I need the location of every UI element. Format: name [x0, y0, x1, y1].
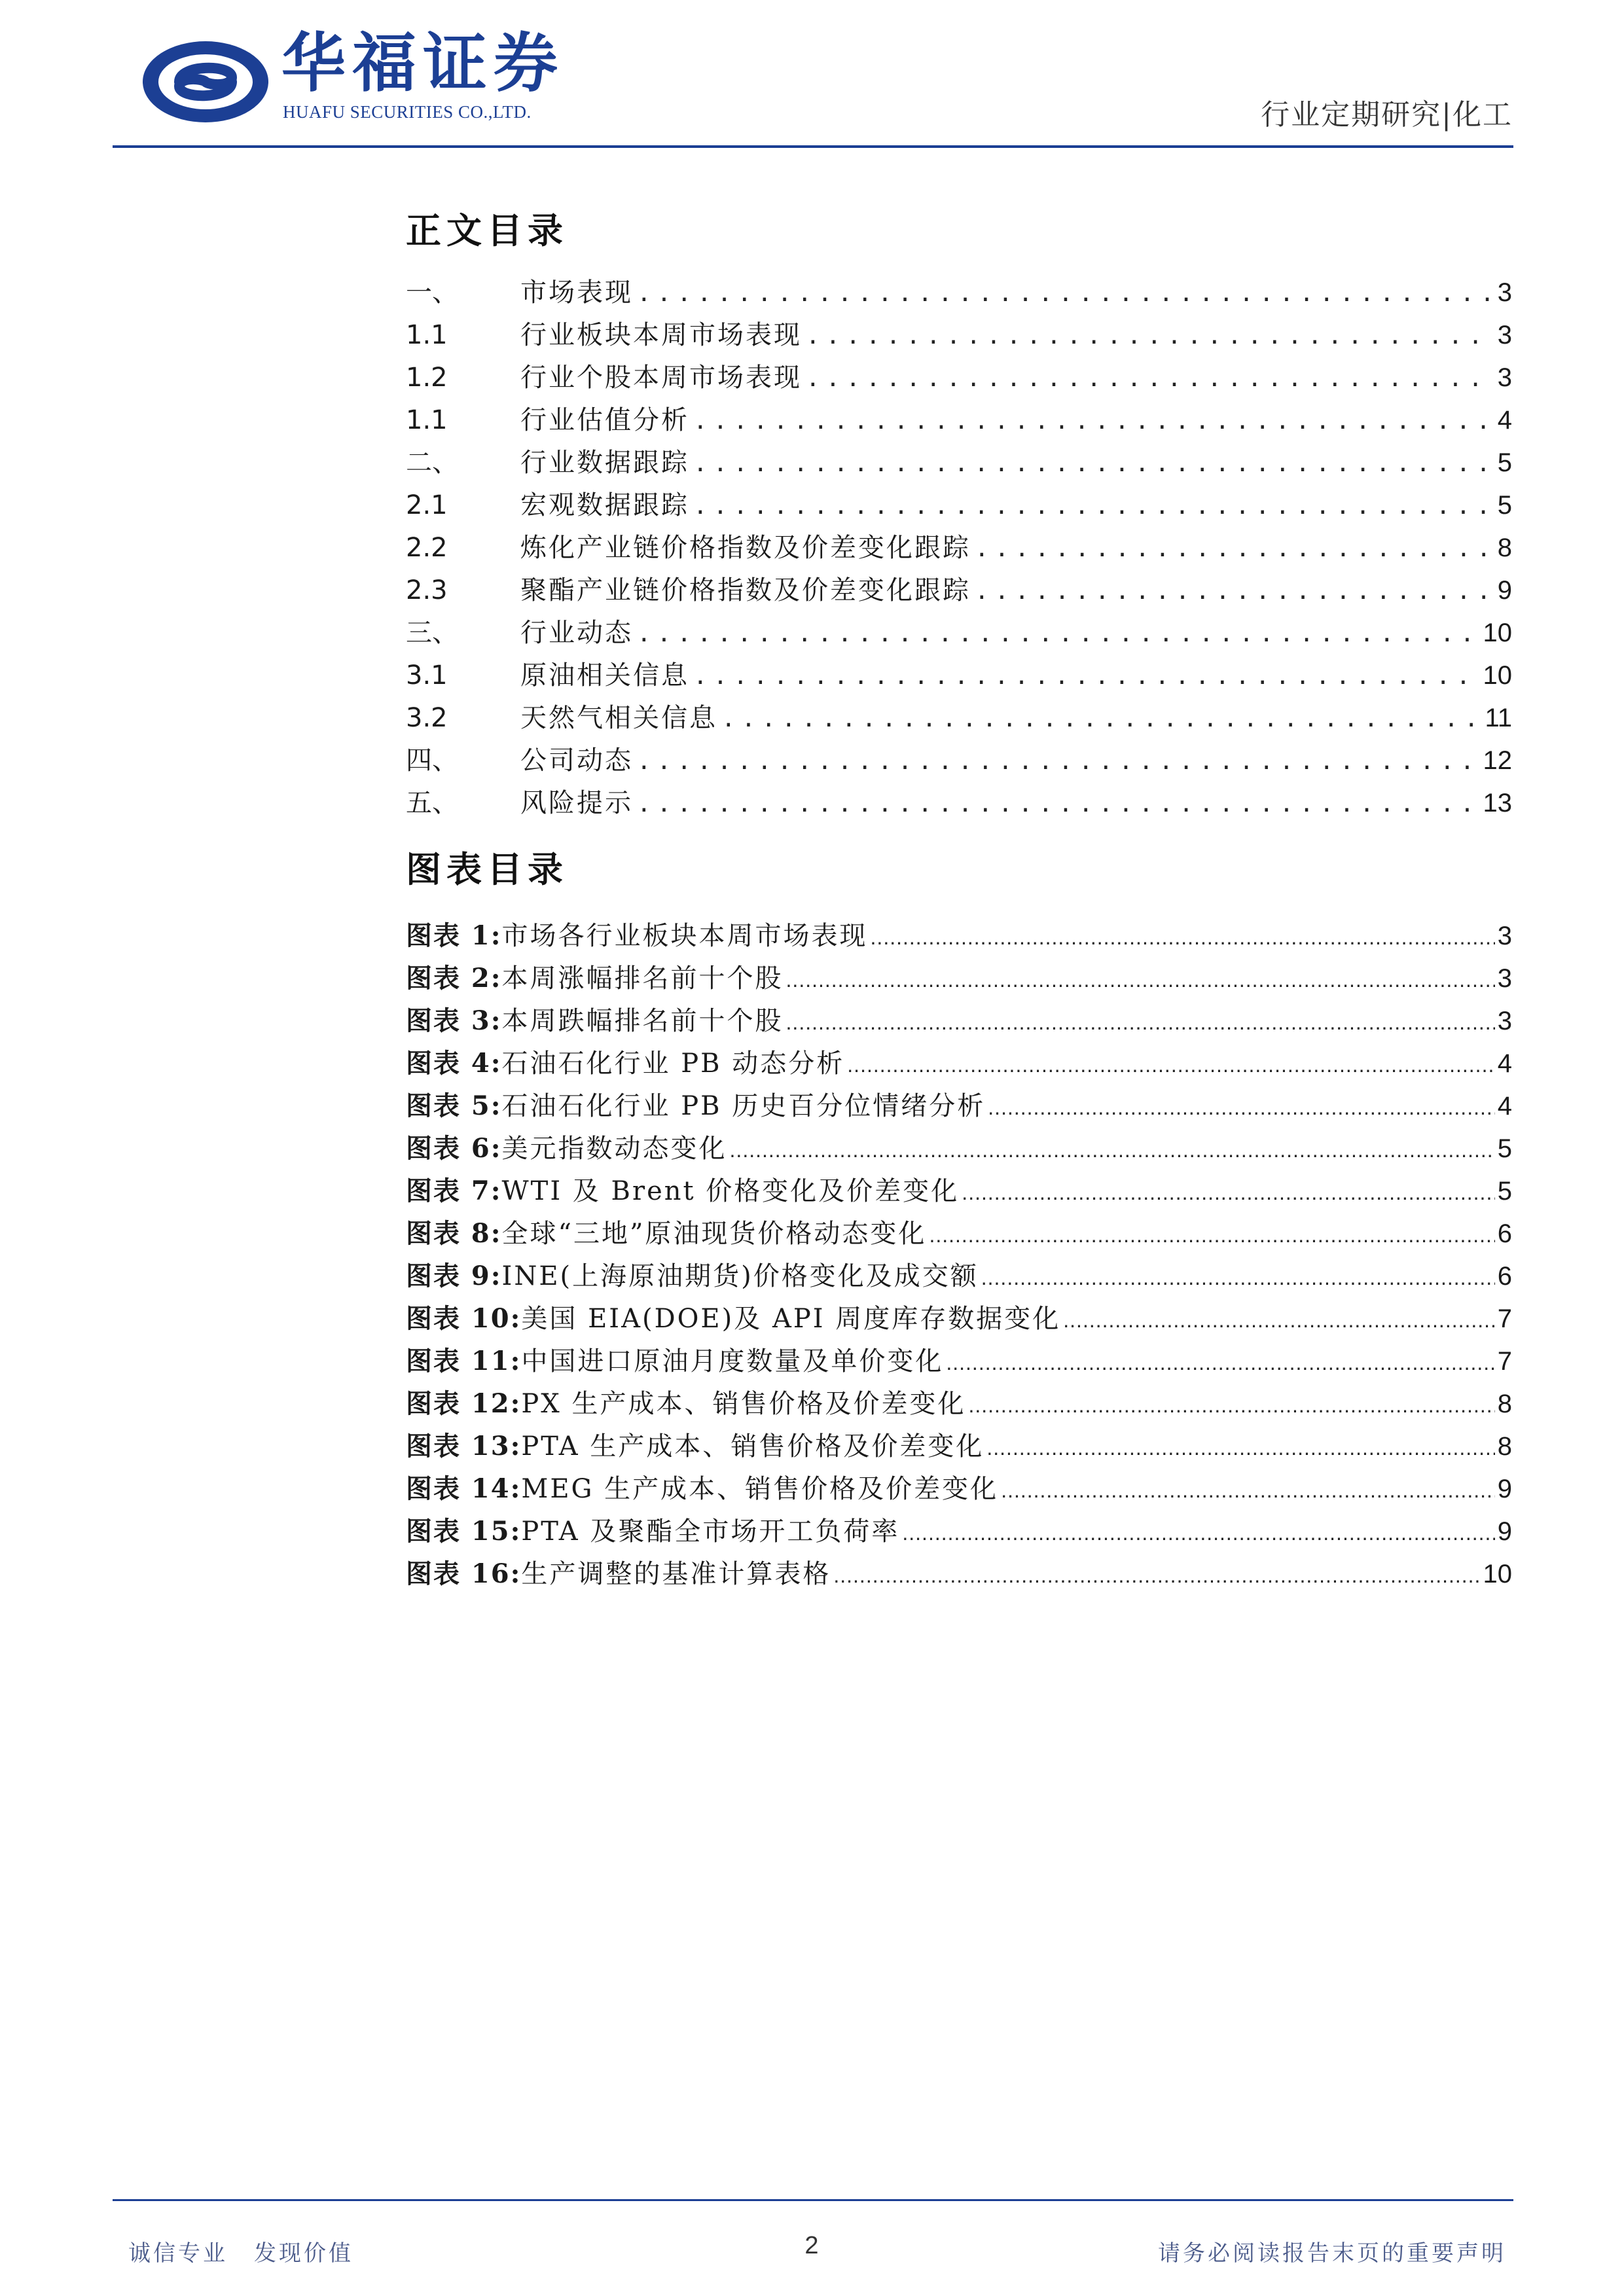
figure-entry-title: 石油石化行业 PB 动态分析	[501, 1048, 845, 1079]
toc-entry-page: 10	[1483, 618, 1512, 647]
dot-leader	[693, 655, 1479, 698]
toc-entry-page: 3	[1497, 363, 1512, 392]
toc-entry-number: 五、	[406, 787, 458, 818]
figure-entry[interactable]	[406, 1042, 1512, 1085]
figure-entry-label: 图表 15:	[406, 1515, 522, 1547]
figure-entry-title: PX 生产成本、销售价格及价差变化	[521, 1388, 966, 1419]
toc-entry-number: 四、	[406, 745, 458, 776]
figure-entry-label: 图表 9:	[406, 1260, 502, 1291]
toc-entry-number: 二、	[406, 447, 458, 478]
toc-entry-title: 行业个股本周市场表现	[520, 362, 802, 393]
toc-entry-number: 1.1	[406, 319, 448, 350]
toc-entry-number: 三、	[406, 617, 458, 648]
figure-entry-title: PTA 及聚酯全市场开工负荷率	[521, 1516, 900, 1547]
toc-entry-title: 风险提示	[520, 787, 633, 818]
dot-leader	[693, 485, 1494, 528]
figure-entry-label: 图表 2:	[406, 962, 502, 994]
toc-entry[interactable]	[406, 697, 1512, 740]
footer-slogan	[128, 2235, 353, 2267]
toc-entry-page: 10	[1483, 660, 1512, 690]
toc-entry-number: 2.1	[406, 490, 448, 520]
dot-leader	[981, 1257, 1495, 1299]
dot-leader	[637, 740, 1479, 783]
figure-entry-title: 全球“三地”原油现货价格动态变化	[501, 1218, 927, 1249]
figure-entry-page: 5	[1497, 1134, 1512, 1163]
figure-entry-title: 中国进口原油月度数量及单价变化	[521, 1346, 944, 1376]
toc-entry-title: 公司动态	[520, 745, 633, 776]
toc-entry-title: 行业动态	[520, 617, 633, 648]
dot-leader	[833, 1554, 1480, 1597]
toc-entry-title: 聚酯产业链价格指数及价差变化跟踪	[520, 575, 971, 605]
brand-name-cn: 华福证券	[281, 26, 565, 101]
figure-entry-label: 图表 12:	[406, 1388, 522, 1419]
figure-entry-page: 7	[1497, 1346, 1512, 1376]
figure-entry-page: 7	[1497, 1304, 1512, 1333]
figure-entry[interactable]	[406, 957, 1512, 999]
figure-entry-page: 3	[1497, 1006, 1512, 1035]
dot-leader	[946, 1342, 1494, 1384]
dot-leader	[871, 916, 1495, 959]
toc-entry[interactable]	[406, 314, 1512, 357]
toc-entry-page: 3	[1497, 320, 1512, 350]
figure-entry[interactable]	[406, 1510, 1512, 1552]
toc-entry-page: 4	[1497, 405, 1512, 435]
toc-title: 正文目录	[406, 209, 568, 251]
figure-entry-page: 9	[1497, 1516, 1512, 1546]
figure-entry-label: 图表 11:	[406, 1345, 522, 1376]
figure-entry[interactable]	[406, 1127, 1512, 1170]
toc-content	[406, 209, 1512, 1595]
toc-entry-number: 3.2	[406, 702, 448, 733]
figure-entry-page: 4	[1497, 1049, 1512, 1078]
figure-entry[interactable]	[406, 1340, 1512, 1382]
figure-entry-title: 本周跌幅排名前十个股	[501, 1005, 784, 1036]
toc-entry-title: 宏观数据跟踪	[520, 490, 689, 520]
figure-entry-page: 5	[1497, 1176, 1512, 1206]
figure-entry-page: 9	[1497, 1474, 1512, 1503]
figure-entry-label: 图表 16:	[406, 1558, 522, 1589]
figure-entry-page: 6	[1497, 1219, 1512, 1248]
toc-entry-number: 2.2	[406, 532, 448, 563]
toc-entry-number: 一、	[406, 277, 458, 308]
toc-entry-number: 1.1	[406, 404, 448, 435]
page-header	[0, 0, 1624, 157]
toc-entry[interactable]	[406, 272, 1512, 314]
figure-entry[interactable]	[406, 999, 1512, 1042]
dot-leader	[637, 613, 1479, 655]
figure-entry-title: WTI 及 Brent 价格变化及价差变化	[501, 1175, 960, 1206]
toc-entry-page: 9	[1497, 575, 1512, 605]
toc-entry-page: 8	[1497, 533, 1512, 562]
toc-entry-page: 3	[1497, 278, 1512, 307]
dot-leader	[637, 272, 1494, 315]
figure-entry-page: 10	[1483, 1559, 1512, 1588]
figure-entry-title: 石油石化行业 PB 历史百分位情绪分析	[501, 1090, 986, 1121]
dot-leader	[847, 1044, 1494, 1086]
header-divider	[113, 145, 1513, 148]
figure-entry[interactable]	[406, 914, 1512, 957]
figure-entry-title: 美元指数动态变化	[501, 1133, 727, 1164]
toc-entry[interactable]	[406, 484, 1512, 527]
brand-name-en: HUAFU SECURITIES CO.,LTD.	[283, 102, 532, 122]
dot-leader	[986, 1427, 1494, 1469]
toc-entry-number: 3.1	[406, 660, 448, 691]
dot-leader	[721, 698, 1481, 740]
figure-entry-label: 图表 5:	[406, 1090, 502, 1121]
figure-entry-title: 美国 EIA(DOE)及 API 周度库存数据变化	[521, 1303, 1061, 1334]
toc-entry[interactable]	[406, 399, 1512, 442]
toc-entry-title: 行业数据跟踪	[520, 447, 689, 478]
figure-entry-page: 4	[1497, 1091, 1512, 1121]
dot-leader	[693, 442, 1494, 485]
figure-entry-label: 图表 13:	[406, 1430, 522, 1462]
dot-leader	[968, 1384, 1494, 1427]
figure-entry-label: 图表 4:	[406, 1047, 502, 1079]
dot-leader	[929, 1214, 1494, 1257]
figure-entry[interactable]	[406, 1170, 1512, 1212]
dot-leader	[693, 400, 1494, 442]
toc-entry[interactable]	[406, 655, 1512, 697]
toc-entry[interactable]	[406, 442, 1512, 484]
toc-entry-page: 5	[1497, 490, 1512, 520]
figure-entry[interactable]	[406, 1382, 1512, 1425]
figure-entry-label: 图表 8:	[406, 1217, 502, 1249]
figure-entry[interactable]	[406, 1255, 1512, 1297]
toc-entry-page: 5	[1497, 448, 1512, 477]
toc-entry-title: 行业板块本周市场表现	[520, 319, 802, 350]
toc-entry[interactable]	[406, 357, 1512, 399]
figure-entry[interactable]	[406, 1552, 1512, 1595]
toc-entry-title: 行业估值分析	[520, 404, 689, 435]
figure-entry[interactable]	[406, 1467, 1512, 1510]
figure-entry-label: 图表 10:	[406, 1302, 522, 1334]
figure-entry-page: 8	[1497, 1431, 1512, 1461]
figure-entry[interactable]	[406, 1085, 1512, 1127]
toc-entry[interactable]	[406, 740, 1512, 782]
dot-leader	[806, 357, 1494, 400]
figures-title: 图表目录	[406, 848, 568, 890]
figure-entry[interactable]	[406, 1425, 1512, 1467]
figure-entry-title: 生产调整的基准计算表格	[521, 1558, 831, 1589]
dot-leader	[786, 1001, 1495, 1044]
footer-slogan-1: 诚信专业	[128, 2240, 228, 2267]
figure-entry-label: 图表 7:	[406, 1175, 502, 1206]
toc-entry-title: 天然气相关信息	[520, 702, 717, 733]
toc-entry-page: 11	[1485, 703, 1512, 732]
dot-leader	[988, 1086, 1494, 1129]
page-number: 2	[804, 2232, 819, 2259]
footer-disclaimer: 请务必阅读报告末页的重要声明	[1158, 2240, 1506, 2267]
toc-entry-title: 市场表现	[520, 277, 633, 308]
figure-entry-title: MEG 生产成本、销售价格及价差变化	[521, 1473, 999, 1504]
dot-leader	[637, 783, 1479, 825]
figure-entry-page: 6	[1497, 1261, 1512, 1291]
dot-leader	[902, 1512, 1494, 1554]
toc-entry-number: 1.2	[406, 362, 448, 393]
toc-entry-title: 原油相关信息	[520, 660, 689, 691]
figure-entry[interactable]	[406, 1297, 1512, 1340]
dot-leader	[1001, 1469, 1495, 1512]
toc-list	[406, 272, 1512, 825]
toc-entry-title: 炼化产业链价格指数及价差变化跟踪	[520, 532, 971, 563]
figure-entry-label: 图表 3:	[406, 1005, 502, 1036]
dot-leader	[806, 315, 1494, 357]
toc-entry[interactable]	[406, 569, 1512, 612]
toc-entry-page: 12	[1483, 745, 1512, 775]
footer-divider	[113, 2199, 1513, 2201]
figure-entry-title: 市场各行业板块本周市场表现	[501, 920, 868, 951]
figure-entry-page: 3	[1497, 921, 1512, 950]
toc-entry[interactable]	[406, 782, 1512, 825]
figure-entry-page: 3	[1497, 963, 1512, 993]
dot-leader	[786, 959, 1495, 1001]
figure-entry-title: 本周涨幅排名前十个股	[501, 963, 784, 994]
figure-entry-page: 8	[1497, 1389, 1512, 1418]
figure-entry-title: INE(上海原油期货)价格变化及成交额	[501, 1261, 979, 1291]
report-type: 行业定期研究|化工	[1261, 98, 1513, 132]
toc-entry-number: 2.3	[406, 575, 448, 605]
figure-entry-title: PTA 生产成本、销售价格及价差变化	[521, 1431, 984, 1462]
toc-entry[interactable]	[406, 527, 1512, 569]
dot-leader	[975, 528, 1494, 570]
figure-entry-label: 图表 14:	[406, 1473, 522, 1504]
dot-leader	[962, 1172, 1494, 1214]
dot-leader	[975, 570, 1494, 613]
toc-entry-page: 13	[1483, 788, 1512, 817]
footer-slogan-2: 发现价值	[254, 2240, 353, 2267]
dot-leader	[730, 1129, 1495, 1172]
figure-entry-label: 图表 6:	[406, 1132, 502, 1164]
figures-list	[406, 914, 1512, 1595]
figure-entry[interactable]	[406, 1212, 1512, 1255]
dot-leader	[1063, 1299, 1494, 1342]
figure-entry-label: 图表 1:	[406, 920, 502, 951]
huafu-logo-icon	[140, 38, 271, 126]
toc-entry[interactable]	[406, 612, 1512, 655]
